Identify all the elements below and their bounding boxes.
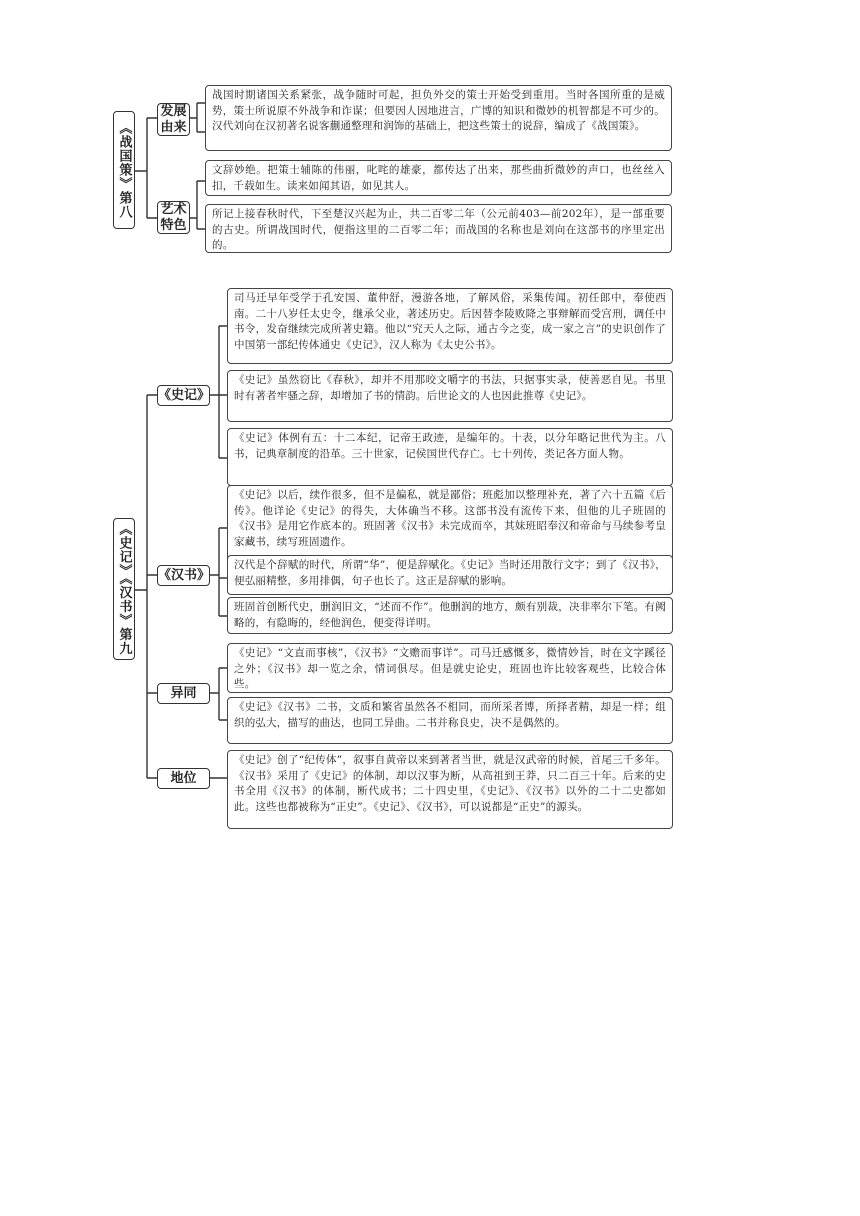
- category-yishu: [157, 201, 190, 234]
- root-shiji-hanshu: [113, 518, 135, 660]
- root-zhanguoce: [113, 111, 135, 229]
- note-box: 《史记》体例有五：十二本纪，记帝王政迹，是编年的。十表，以分年略记世代为主。八书，记典章制度的沿革。三十世家，记侯国世代存亡。七十列传，类记各方面人物。: [227, 428, 673, 486]
- note-box: 汉代是个辞赋的时代，所谓“华”，便是辞赋化。《史记》当时还用散行文字；到了《汉书》，便弘丽精整，多用排偶，句子也长了。这正是辞赋的影响。: [227, 555, 673, 595]
- category-label: 发展由来: [160, 103, 187, 135]
- category-label: 艺术特色: [160, 201, 187, 233]
- note-box: 司马迁早年受学于孔安国、董仲舒，漫游各地，了解风俗，采集传闻。初任郎中，奉使西南。二十八岁任太史令，继承父业，著述历史。后因替李陵败降之事辩解而受宫刑，调任中书令，发奋继续完成所著史籍。他以“究天人之际，通古今之变，成一家之言”的史识创作了中国第一部纪传体通史《史记》，汉人称为《太史公书》。: [227, 288, 673, 364]
- category-label: 地位: [170, 770, 197, 786]
- note-box: 战国时期诸国关系紧张，战争随时可起，担负外交的策士开始受到重用。当时各国所重的是威势，策士所说原不外战争和诈谋；但要因人因地进言，广博的知识和微妙的机智都是不可少的。汉代刘向在汉初著名说客蒯通整理和润饰的基础上，把这些策士的说辞，编成了《战国策》。: [205, 85, 672, 151]
- category-fazhan: [157, 103, 190, 136]
- note-box: 《史记》“文直而事核”，《汉书》“文赡而事详”。司马迁感慨多，微情妙旨，时在文字蹊径之外；《汉书》却一览之余，情词俱尽。但是就史论史，班固也许比较客观些，比较合体些。: [227, 643, 673, 693]
- category-label: 《汉书》: [158, 567, 211, 583]
- category-yitong: [157, 683, 210, 704]
- note-box: 《史记》《汉书》二书，文质和繁省虽然各不相同，而所采者博，所择者精，却是一样；组织的弘大，描写的曲达，也同工异曲。二书并称良史，决不是偶然的。: [227, 697, 673, 744]
- note-box: 班固首创断代史，删润旧文，“述而不作”。他删润的地方，颇有别裁，决非率尔下笔。有阙略的，有隐晦的，经他润色，便变得详明。: [227, 597, 673, 634]
- note-box: 文辞妙绝。把策士辅陈的伟丽，叱咤的雄豪，都传达了出来，那些曲折微妙的声口，也丝丝入扣，千载如生。读来如闻其语，如见其人。: [205, 160, 672, 196]
- category-hanshu: [157, 565, 210, 586]
- category-label: 异同: [170, 685, 197, 701]
- note-box: 《史记》以后，续作很多，但不是偏私，就是鄙俗；班彪加以整理补充，著了六十五篇《后传》。他详论《史记》的得失，大体确当不移。这部书没有流传下来，但他的儿子班固的《汉书》是用它作底本的。班固著《汉书》未完成而卒，其妹班昭奉汉和帝命与马续参考皇家藏书，续写班固遗作。: [227, 485, 673, 571]
- root-title: 《史记》《汉书》第九: [116, 522, 132, 656]
- root-title: 《战国策》第八: [116, 121, 132, 219]
- category-label: 《史记》: [158, 387, 211, 403]
- note-box: 所记上接春秋时代，下至楚汉兴起为止，共二百零二年（公元前403—前202年），是一部重要的古史。所谓战国时代，便指这里的二百零二年；而战国的名称也是刘向在这部书的序里定出的。: [205, 204, 672, 253]
- category-shiji: [157, 385, 210, 406]
- category-diwei: [157, 768, 210, 789]
- note-box: 《史记》虽然窃比《春秋》，却并不用那咬文嚼字的书法，只据事实录，使善恶自见。书里时有著者牢骚之辞，却增加了书的情韵。后世论文的人也因此推尊《史记》。: [227, 370, 673, 422]
- note-box: 《史记》创了“纪传体”，叙事自黄帝以来到著者当世，就是汉武帝的时候，首尾三千多年。《汉书》采用了《史记》的体制，却以汉事为断，从高祖到王莽，只二百三十年。后来的史书全用《汉书》的体制，断代成书；二十四史里，《史记》、《汉书》以外的二十二史都如此。这些也都被称为“正史”。《史记》、《汉书》，可以说都是“正史”的源头。: [227, 750, 673, 829]
